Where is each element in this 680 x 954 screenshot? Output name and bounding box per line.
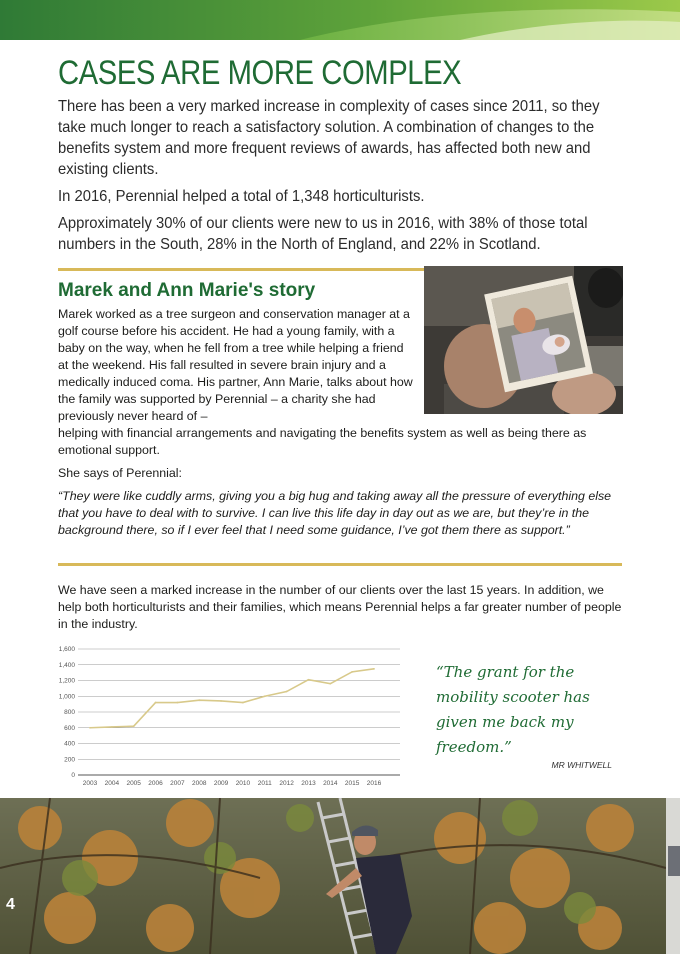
x-tick-label: 2007: [170, 780, 185, 787]
x-tick-label: 2012: [279, 780, 294, 787]
y-tick-label: 800: [64, 709, 75, 717]
y-tick-label: 0: [71, 772, 75, 780]
story-bottom-rule: [58, 563, 622, 566]
y-tick-label: 1,400: [58, 661, 75, 669]
x-tick-label: 2013: [301, 780, 316, 787]
x-tick-label: 2016: [366, 780, 382, 787]
page-heading: CASES ARE MORE COMPLEX: [58, 54, 462, 92]
x-tick-label: 2004: [104, 780, 120, 787]
story-paragraph-continued: helping with financial arrangements and navigating the benefits system as well as being there as emotional support.: [58, 426, 587, 457]
data-point: [176, 702, 178, 704]
data-point: [308, 679, 310, 681]
series-line: [90, 669, 374, 728]
y-tick-label: 1,200: [58, 677, 75, 685]
story-quote: “They were like cuddly arms, giving you a big hug and taking away all the pressure of everything else that you have to deal with to survive. I can live this life day in day out as we are, but they’re in the background there, so if I ever feel that I need some guidance, I’ve got them there as support.”: [58, 489, 612, 537]
header-band: [0, 0, 680, 40]
data-point: [242, 702, 244, 704]
data-point: [373, 668, 375, 670]
data-point: [111, 726, 113, 728]
story-paragraph: Marek worked as a tree surgeon and conservation manager at a golf course before his accident. He had a young family, with a baby on the way, when he fell from a tree while helping a friend at the weekend. His fall resulted in severe brain injury and a medically induced coma. His partner, Ann Marie, talks about how the family was supported by Perennial – a charity she had previously never heard of –: [58, 307, 413, 423]
y-tick-label: 1,000: [58, 693, 75, 701]
data-point: [286, 691, 288, 693]
story-title: Marek and Ann Marie's story: [58, 280, 316, 301]
data-point: [264, 695, 266, 697]
intro-paragraph: There has been a very marked increase in complexity of cases since 2011, so they take much longer to reach a satisfactory solution. A combination of changes to the benefits system and more frequent reviews of awards, has affected both new and existing clients.: [58, 98, 600, 178]
x-tick-label: 2014: [323, 780, 338, 787]
data-point: [155, 702, 157, 704]
y-tick-label: 400: [64, 740, 75, 748]
intro-paragraph: Approximately 30% of our clients were new to us in 2016, with 38% of those total numbers in the South, 28% in the North of England, and 22% in Scotland.: [58, 215, 588, 253]
x-tick-label: 2010: [235, 780, 251, 787]
testimonial-quote: “The grant for the mobility scooter has given me back my freedom.”: [436, 663, 590, 756]
testimonial: [436, 660, 626, 770]
x-tick-label: 2005: [126, 780, 141, 787]
x-tick-label: 2009: [213, 780, 229, 787]
data-point: [351, 671, 353, 673]
y-tick-label: 200: [64, 756, 75, 764]
data-point: [329, 683, 331, 685]
x-tick-label: 2003: [82, 780, 98, 787]
x-tick-label: 2015: [344, 780, 360, 787]
intro-paragraph: In 2016, Perennial helped a total of 1,348 horticulturists.: [58, 188, 425, 205]
testimonial-attribution: MR WHITWELL: [551, 760, 612, 770]
story-says: She says of Perennial:: [58, 466, 182, 480]
story-body: [58, 306, 624, 539]
chart-svg: [44, 643, 406, 789]
x-tick-label: 2008: [191, 780, 207, 787]
data-point: [198, 699, 200, 701]
data-point: [89, 727, 91, 729]
x-tick-label: 2011: [257, 780, 272, 787]
y-tick-label: 1,600: [58, 646, 75, 654]
x-tick-label: 2006: [148, 780, 163, 787]
clients-line-chart: [44, 643, 406, 789]
data-point: [220, 700, 222, 702]
y-tick-label: 600: [64, 724, 75, 732]
growth-paragraph: We have seen a marked increase in the number of our clients over the last 15 years. In addition, we help both horticulturists and their families, which means Perennial helps a far greater number of people in the industry.: [58, 583, 622, 631]
data-point: [133, 725, 135, 727]
intro-text: [58, 96, 626, 261]
page-number: 4: [6, 896, 15, 913]
bottom-photo: [0, 798, 680, 954]
